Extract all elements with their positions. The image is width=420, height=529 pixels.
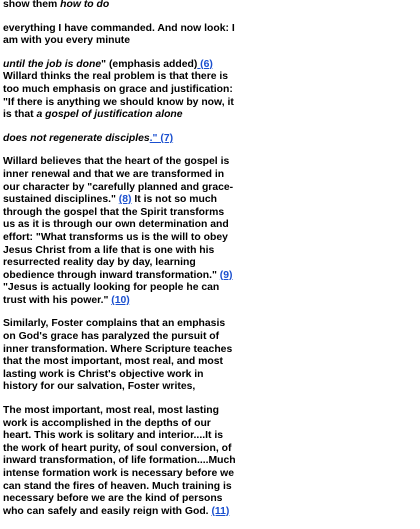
- text: show them: [3, 0, 61, 10]
- block-quote: [3, 405, 239, 518]
- text: " (emphasis added): [101, 58, 198, 70]
- text: Willard thinks the real problem is that there is too much emphasis on grace and justification: "If there is anything we should know by now, it is that: [3, 71, 234, 121]
- footnote-link-6[interactable]: (6): [197, 58, 213, 70]
- footnote-link-10[interactable]: (10): [111, 294, 130, 306]
- footnote-link-9[interactable]: (9): [219, 269, 233, 281]
- text: Similarly, Foster complains that an emphasis on God's grace has paralyzed the pursuit of inner transformation. Where Scripture teaches that the most important, most real, and most lasting work is Christ's objective work in history for our salvation, Foster writes,: [3, 318, 233, 393]
- document-page: [3, 0, 239, 529]
- paragraph-4: [3, 133, 239, 146]
- paragraph-6: [3, 318, 239, 394]
- emphasis-text: until the job is done: [3, 58, 102, 70]
- paragraph-5: [3, 156, 239, 307]
- paragraph-2: [3, 23, 239, 48]
- paragraph-1: [3, 0, 239, 12]
- text: Willard believes that the heart of the gospel is inner renewal and that we are transformed in our character by "carefully planned and grace-sustained disciplines.": [3, 156, 234, 206]
- text: It is not so much through the gospel that the Spirit transforms us as it is through our own determination and effort: "What transforms us is the will to obey Jesus Christ from a life that is one with his resurrected reality day by day, learning obedience through inward transformation.": [3, 194, 229, 281]
- emphasis-text: how to do: [60, 0, 110, 10]
- emphasis-text: a gospel of justification alone: [36, 109, 183, 121]
- emphasis-text: does not regenerate disciples: [3, 132, 150, 144]
- text: everything I have commanded. And now look: I am with you every minute: [3, 22, 235, 47]
- footnote-link-8[interactable]: (8): [118, 194, 132, 206]
- text: "Jesus is actually looking for people he can trust with his power.": [3, 282, 220, 306]
- paragraph-3: [3, 59, 239, 122]
- footnote-link-11[interactable]: (11): [211, 505, 230, 517]
- footnote-link-7[interactable]: ." (7): [149, 132, 174, 144]
- text: The most important, most real, most lasting work is accomplished in the depths of our heart. This work is solitary and interior....It is the work of heart purity, of soul conversion, of inward transformation, of life formation....Much intense formation work is necessary before we can stand the fires of heaven. Much training is necessary before we are the kind of persons who can safely and easily reign with God.: [3, 405, 236, 517]
